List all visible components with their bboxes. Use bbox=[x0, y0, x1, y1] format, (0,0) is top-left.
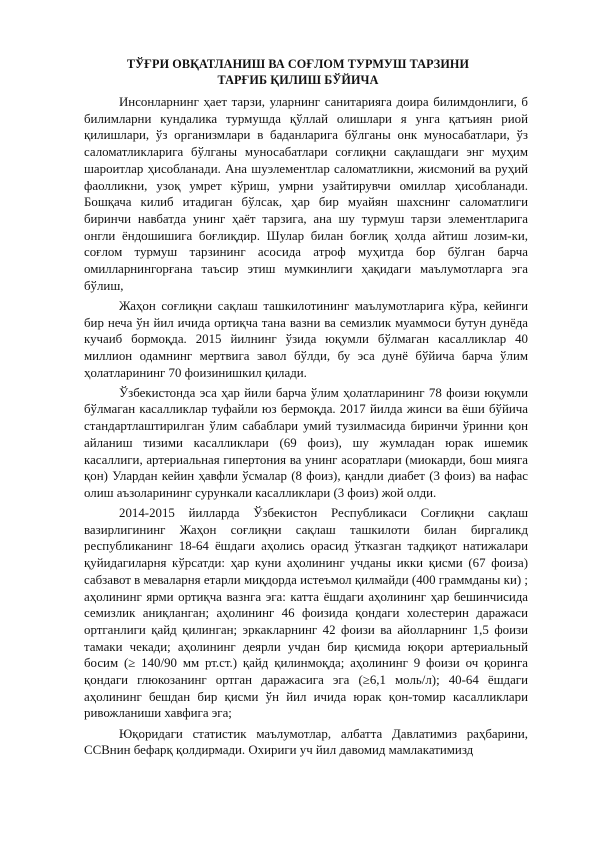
paragraph-2: Жаҳон соғлиқни сақлаш ташкилотининг маълумотларига кўра, кейинги бир неча ўн йил ичида ортиқча тана вазни ва семизлик муаммоси бутун дунёда кучаиб бормоқда. 2015 йилнинг ўзида юқумли бўлмаган касалликлар 40 миллион одамнинг мертвига завол бўлди, бу эса дунё бўйича барча ўлим ҳолатларининг 70 фоизинишкил қилади. bbox=[84, 298, 528, 380]
paragraph-4: 2014-2015 йилларда Ўзбекистон Республикаси Соғлиқни сақлаш вазирлигининг Жаҳон соғлиқни сақлаш ташкилоти билан биргаликд республиканинг 18-64 ёшдаги аҳолись орасид ўтказган тадқиқот натижалари қуйидагиларня кўрсатди: ҳар куни аҳолининг учданы икки қисми (67 фоиза) сабзавот в меваларня етарли миқдорда истеъмол қилмайди (400 граммданы ки) ; аҳолининг ярми ортиқча вазнга эга: катта ёшдаги аҳолининг ҳар бешинчисида семизлик аниқланган; аҳолининг 46 фоизида қондаги холестерин даражаси ортганлиги қайд қилинган; эркакларнинг 42 фоизи ва айолларнинг 1,5 фоизи тамаки чекади; аҳолининг деярли учдан бир қисмида юқори артериальный босим (≥ 140/90 мм рт.ст.) қайд қилинмоқда; аҳолининг 9 фоизи оч қоринга қондаги глюкозанинг ортган даражасига эга (≥6,1 моль/л); 40-64 ёшдаги аҳолининг бешдан бир қисми ўн йил ичида юрак қон-томир касалликлари ривожланиши хавфига эга; bbox=[84, 506, 528, 721]
title-line-1: ТЎҒРИ ОВҚАТЛАНИШ ВА СОҒЛОМ ТУРМУШ ТАРЗИНИ bbox=[126, 57, 470, 71]
paragraph-5: Юқоридаги статистик маълумотлар, албатта Давлатимиз раҳбарини, ССВнин бефарқ қолдирмади. Охириги уч йил давомид мамлакатимизд bbox=[84, 726, 528, 758]
paragraph-3: Ўзбекистонда эса ҳар йили барча ўлим ҳолатларининг 78 фоизи юқумли бўлмаган касалликлар туфайли юз бермоқда. 2017 йилда жинси ва ёши бўйича стандартлаштирилган ўлим сабаблари умий тузилмасида биринчи ўринни қон айланиш тизими касалликлари (69 фоиз), шу жумладан юрак ишемик касаллиги, артериальная гипертония ва унинг асоратлари (миокарди, бош мияга қон) Улардан кейин ҳавфли ўсмалар (8 фоиз), қандли диабет (3 фоиз) ва нафас олиш аъзоларининг сурункали касалликлари (3 фоиз) жой олди. bbox=[84, 385, 528, 500]
document-body bbox=[84, 94, 528, 759]
document-title bbox=[60, 56, 536, 88]
paragraph-1: Инсонларнинг ҳает тарзи, уларнинг санитарияга доира билимдонлиги, б билимларни кундалика турмушда қўллай олишлари я унга қатъиян риой қилишлари, ўз организмлари в баданларига бўлганы онк муносабатлари, ўз саломатликларига бўлганы муносабатлари соғлиқни сақлашдаги энг муҳим шароитлар ҳисобланади. Ана шуэлементлар саломатликни, жисмоний ва руҳий фаолликни, узоқ умрет кўриш, умрни узайтирувчи омиллар ҳисобланади. Бошқача килиб итадиган бўлсак, ҳар бир муайян шахснинг саломатлиги биринчи навбатда унинг ҳаёт тарзига, ана шу турмуш тарзи элементларига онгли ёндошишига боғлиқдир. Шулар билан боғлиқ ҳолда айтиш лозим-ки, соғлом турмуш тарзининг асосида атроф муҳитда бор бўлган барча омилларнингорғана таъсир этиш мумкинлиги ҳақидаги маълумотларга эга бўлиш, bbox=[84, 95, 528, 293]
title-line-2: ТАРҒИБ ҚИЛИШ БЎЙИЧА bbox=[217, 73, 379, 87]
